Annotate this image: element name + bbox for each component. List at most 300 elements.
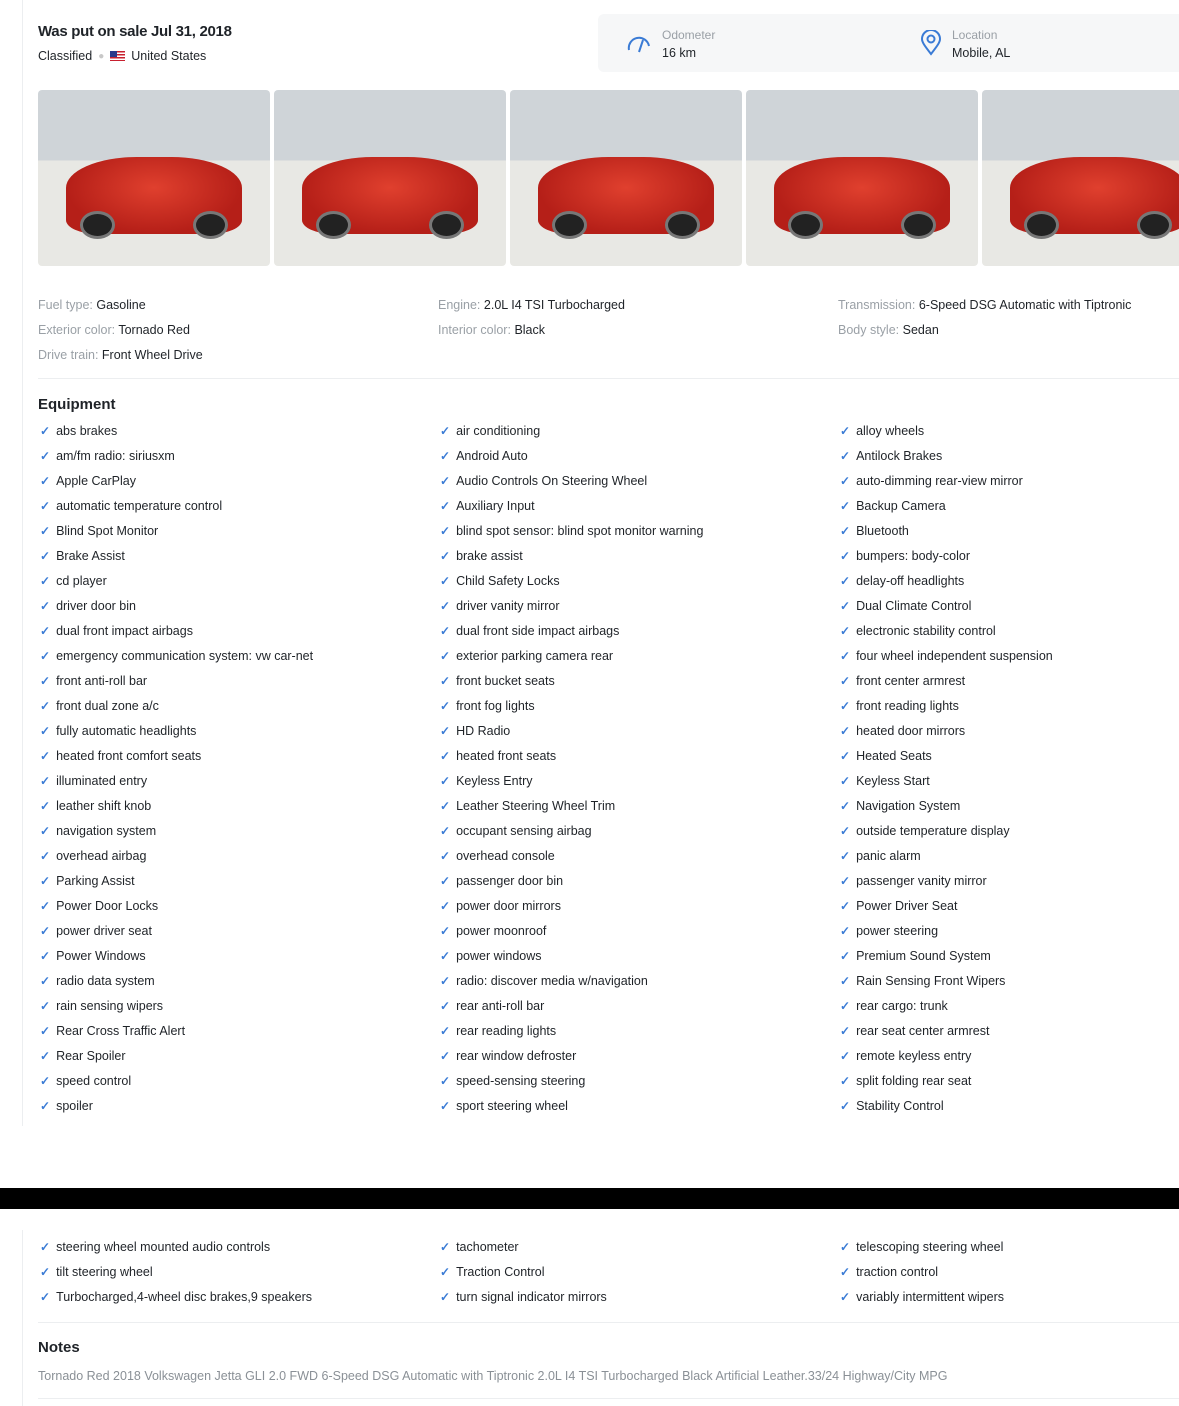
equipment-item bbox=[40, 1049, 126, 1063]
check-icon: ✓ bbox=[40, 849, 51, 863]
check-icon: ✓ bbox=[440, 799, 451, 813]
equipment-label: occupant sensing airbag bbox=[456, 824, 592, 838]
equipment-label: front reading lights bbox=[856, 699, 959, 713]
check-icon: ✓ bbox=[840, 999, 851, 1013]
equipment-label: tilt steering wheel bbox=[56, 1265, 153, 1279]
equipment-label: leather shift knob bbox=[56, 799, 152, 813]
equipment-item bbox=[440, 1049, 576, 1063]
spec-item bbox=[838, 323, 939, 337]
equipment-label: navigation system bbox=[56, 824, 157, 838]
check-icon: ✓ bbox=[440, 874, 451, 888]
equipment-item bbox=[440, 549, 523, 563]
equipment-item bbox=[40, 924, 152, 938]
equipment-item bbox=[440, 1240, 519, 1254]
equipment-label: automatic temperature control bbox=[56, 499, 223, 513]
check-icon: ✓ bbox=[440, 1024, 451, 1038]
equipment-item bbox=[840, 649, 1053, 663]
notes-text: Tornado Red 2018 Volkswagen Jetta GLI 2.0 FWD 6-Speed DSG Automatic with Tiptronic 2.0L I4 TSI Turbocharged Black Artificial Leather.33/24 Highway/City MPG bbox=[38, 1369, 948, 1383]
check-icon: ✓ bbox=[40, 749, 51, 763]
photo-car-rear-left[interactable] bbox=[746, 90, 978, 266]
separator-dot: ● bbox=[98, 50, 105, 62]
equipment-label: Blind Spot Monitor bbox=[56, 524, 159, 538]
equipment-item bbox=[440, 924, 546, 938]
equipment-item bbox=[40, 624, 193, 638]
check-icon: ✓ bbox=[840, 749, 851, 763]
listing-type: Classified bbox=[38, 49, 93, 63]
equipment-label: air conditioning bbox=[456, 424, 541, 438]
equipment-item bbox=[840, 699, 959, 713]
equipment-label: Keyless Start bbox=[856, 774, 930, 788]
equipment-item bbox=[440, 599, 560, 613]
equipment-label: rear anti-roll bar bbox=[456, 999, 545, 1013]
check-icon: ✓ bbox=[840, 1049, 851, 1063]
car-shape bbox=[1010, 157, 1179, 234]
equipment-item bbox=[440, 699, 535, 713]
spec-item bbox=[438, 298, 625, 312]
equipment-label: driver door bin bbox=[56, 599, 136, 613]
equipment-label: heated front seats bbox=[456, 749, 557, 763]
equipment-label: blind spot sensor: blind spot monitor warning bbox=[456, 524, 704, 538]
check-icon: ✓ bbox=[840, 924, 851, 938]
equipment-item bbox=[440, 724, 510, 738]
equipment-label: power steering bbox=[856, 924, 939, 938]
equipment-label: Apple CarPlay bbox=[56, 474, 136, 488]
spec-label: Transmission: bbox=[838, 298, 916, 312]
check-icon: ✓ bbox=[840, 1099, 851, 1113]
card-border bbox=[22, 1230, 23, 1406]
equipment-label: Brake Assist bbox=[56, 549, 125, 563]
equipment-item bbox=[40, 899, 158, 913]
check-icon: ✓ bbox=[40, 1290, 51, 1304]
equipment-item bbox=[840, 499, 946, 513]
equipment-item bbox=[840, 799, 960, 813]
check-icon: ✓ bbox=[40, 474, 51, 488]
check-icon: ✓ bbox=[440, 1099, 451, 1113]
check-icon: ✓ bbox=[40, 574, 51, 588]
check-icon: ✓ bbox=[840, 874, 851, 888]
equipment-label: speed-sensing steering bbox=[456, 1074, 586, 1088]
equipment-label: tachometer bbox=[456, 1240, 519, 1254]
equipment-label: steering wheel mounted audio controls bbox=[56, 1240, 271, 1254]
equipment-item bbox=[440, 674, 555, 688]
check-icon: ✓ bbox=[40, 999, 51, 1013]
equipment-label: front anti-roll bar bbox=[56, 674, 148, 688]
equipment-item bbox=[40, 799, 151, 813]
check-icon: ✓ bbox=[440, 424, 451, 438]
equipment-item bbox=[840, 874, 987, 888]
check-icon: ✓ bbox=[40, 1074, 51, 1088]
spec-label: Engine: bbox=[438, 298, 481, 312]
equipment-label: Leather Steering Wheel Trim bbox=[456, 799, 616, 813]
check-icon: ✓ bbox=[840, 1240, 851, 1254]
check-icon: ✓ bbox=[40, 1240, 51, 1254]
photo-car-side[interactable] bbox=[510, 90, 742, 266]
equipment-item bbox=[840, 1240, 1003, 1254]
equipment-item bbox=[840, 849, 921, 863]
equipment-item bbox=[840, 774, 930, 788]
divider bbox=[38, 378, 1179, 379]
check-icon: ✓ bbox=[440, 749, 451, 763]
check-icon: ✓ bbox=[840, 1074, 851, 1088]
equipment-item bbox=[40, 649, 313, 663]
equipment-item bbox=[440, 824, 592, 838]
check-icon: ✓ bbox=[440, 974, 451, 988]
check-icon: ✓ bbox=[440, 524, 451, 538]
equipment-item bbox=[440, 424, 540, 438]
check-icon: ✓ bbox=[440, 474, 451, 488]
equipment-label: overhead console bbox=[456, 849, 555, 863]
equipment-item bbox=[840, 1074, 971, 1088]
equipment-label: Child Safety Locks bbox=[456, 574, 560, 588]
equipment-item bbox=[840, 474, 1023, 488]
check-icon: ✓ bbox=[440, 1290, 451, 1304]
equipment-item bbox=[40, 474, 136, 488]
spec-item bbox=[38, 348, 203, 362]
equipment-label: am/fm radio: siriusxm bbox=[56, 449, 175, 463]
car-shape bbox=[538, 157, 714, 234]
equipment-item bbox=[440, 874, 563, 888]
equipment-item bbox=[40, 549, 125, 563]
equipment-label: Power Door Locks bbox=[56, 899, 159, 913]
equipment-label: auto-dimming rear-view mirror bbox=[856, 474, 1023, 488]
equipment-label: brake assist bbox=[456, 549, 523, 563]
equipment-label: rain sensing wipers bbox=[56, 999, 164, 1013]
equipment-label: Bluetooth bbox=[856, 524, 909, 538]
divider bbox=[38, 1322, 1179, 1323]
check-icon: ✓ bbox=[840, 899, 851, 913]
equipment-label: emergency communication system: vw car-net bbox=[56, 649, 314, 663]
equipment-label: dual front side impact airbags bbox=[456, 624, 620, 638]
car-shape bbox=[302, 157, 478, 234]
check-icon: ✓ bbox=[40, 1024, 51, 1038]
equipment-label: Keyless Entry bbox=[456, 774, 533, 788]
equipment-label: Traction Control bbox=[456, 1265, 545, 1279]
wheel bbox=[1024, 211, 1059, 239]
equipment-label: Audio Controls On Steering Wheel bbox=[456, 474, 648, 488]
equipment-label: dual front impact airbags bbox=[56, 624, 193, 638]
equipment-label: power windows bbox=[456, 949, 542, 963]
equipment-label: Dual Climate Control bbox=[856, 599, 972, 613]
equipment-label: fully automatic headlights bbox=[56, 724, 197, 738]
check-icon: ✓ bbox=[40, 699, 51, 713]
check-icon: ✓ bbox=[40, 499, 51, 513]
equipment-item bbox=[440, 1265, 545, 1279]
equipment-item bbox=[40, 699, 159, 713]
check-icon: ✓ bbox=[840, 724, 851, 738]
equipment-label: radio data system bbox=[56, 974, 155, 988]
check-icon: ✓ bbox=[840, 849, 851, 863]
equipment-label: power moonroof bbox=[456, 924, 547, 938]
check-icon: ✓ bbox=[40, 1265, 51, 1279]
equipment-label: rear cargo: trunk bbox=[856, 999, 948, 1013]
check-icon: ✓ bbox=[440, 624, 451, 638]
check-icon: ✓ bbox=[40, 949, 51, 963]
equipment-item bbox=[440, 649, 613, 663]
spec-label: Exterior color: bbox=[38, 323, 116, 337]
equipment-item bbox=[840, 949, 991, 963]
photo-gallery bbox=[38, 90, 1179, 266]
equipment-item bbox=[40, 774, 147, 788]
equipment-item bbox=[440, 949, 542, 963]
equipment-item bbox=[40, 874, 135, 888]
equipment-label: Power Driver Seat bbox=[856, 899, 958, 913]
equipment-label: abs brakes bbox=[56, 424, 118, 438]
location-label: Location bbox=[952, 28, 998, 42]
equipment-item bbox=[840, 899, 958, 913]
check-icon: ✓ bbox=[840, 599, 851, 613]
equipment-label: electronic stability control bbox=[856, 624, 996, 638]
check-icon: ✓ bbox=[40, 1099, 51, 1113]
spec-item bbox=[838, 298, 1131, 312]
equipment-item bbox=[40, 1240, 270, 1254]
equipment-label: front dual zone a/c bbox=[56, 699, 159, 713]
spec-label: Body style: bbox=[838, 323, 900, 337]
equipment-item bbox=[440, 1290, 607, 1304]
check-icon: ✓ bbox=[440, 949, 451, 963]
check-icon: ✓ bbox=[40, 549, 51, 563]
spec-value: Sedan bbox=[902, 323, 939, 337]
equipment-item bbox=[440, 524, 703, 538]
equipment-item bbox=[40, 599, 136, 613]
equipment-item bbox=[440, 899, 561, 913]
listing-title: Was put on sale Jul 31, 2018 bbox=[38, 23, 232, 40]
equipment-label: Stability Control bbox=[856, 1099, 944, 1113]
check-icon: ✓ bbox=[40, 724, 51, 738]
equipment-item bbox=[440, 974, 648, 988]
wheel bbox=[193, 211, 228, 239]
location-pin-icon bbox=[920, 30, 942, 56]
check-icon: ✓ bbox=[840, 774, 851, 788]
equipment-label: split folding rear seat bbox=[856, 1074, 972, 1088]
check-icon: ✓ bbox=[440, 674, 451, 688]
check-icon: ✓ bbox=[40, 599, 51, 613]
equipment-item bbox=[440, 1099, 568, 1113]
check-icon: ✓ bbox=[840, 699, 851, 713]
spec-label: Drive train: bbox=[38, 348, 99, 362]
equipment-item bbox=[40, 1074, 131, 1088]
check-icon: ✓ bbox=[840, 574, 851, 588]
check-icon: ✓ bbox=[440, 849, 451, 863]
spec-value: Front Wheel Drive bbox=[101, 348, 203, 362]
equipment-item bbox=[840, 999, 948, 1013]
check-icon: ✓ bbox=[40, 799, 51, 813]
equipment-label: front bucket seats bbox=[456, 674, 555, 688]
photo-car-rear[interactable] bbox=[982, 90, 1179, 266]
divider bbox=[38, 1398, 1179, 1399]
wheel bbox=[80, 211, 115, 239]
location-value: Mobile, AL bbox=[952, 46, 1011, 60]
spec-value: Tornado Red bbox=[118, 323, 190, 337]
equipment-item bbox=[40, 974, 155, 988]
check-icon: ✓ bbox=[40, 824, 51, 838]
equipment-item bbox=[840, 1024, 989, 1038]
check-icon: ✓ bbox=[840, 799, 851, 813]
check-icon: ✓ bbox=[840, 524, 851, 538]
equipment-item bbox=[440, 449, 528, 463]
location-stat bbox=[920, 28, 1010, 60]
listing-country: United States bbox=[131, 49, 207, 63]
spec-item bbox=[38, 298, 146, 312]
odometer-value: 16 km bbox=[662, 46, 697, 60]
equipment-item bbox=[40, 449, 175, 463]
equipment-label: Android Auto bbox=[456, 449, 528, 463]
equipment-label: overhead airbag bbox=[56, 849, 147, 863]
equipment-item bbox=[840, 549, 970, 563]
check-icon: ✓ bbox=[840, 1024, 851, 1038]
check-icon: ✓ bbox=[40, 449, 51, 463]
equipment-label: speed control bbox=[56, 1074, 132, 1088]
check-icon: ✓ bbox=[840, 674, 851, 688]
equipment-item bbox=[40, 749, 201, 763]
check-icon: ✓ bbox=[440, 649, 451, 663]
equipment-label: radio: discover media w/navigation bbox=[456, 974, 648, 988]
check-icon: ✓ bbox=[40, 624, 51, 638]
check-icon: ✓ bbox=[840, 549, 851, 563]
equipment-label: turn signal indicator mirrors bbox=[456, 1290, 607, 1304]
spec-label: Interior color: bbox=[438, 323, 511, 337]
equipment-item bbox=[840, 1049, 971, 1063]
check-icon: ✓ bbox=[840, 474, 851, 488]
photo-car-front[interactable] bbox=[274, 90, 506, 266]
check-icon: ✓ bbox=[440, 549, 451, 563]
check-icon: ✓ bbox=[40, 649, 51, 663]
equipment-label: power door mirrors bbox=[456, 899, 561, 913]
wheel bbox=[429, 211, 464, 239]
equipment-item bbox=[440, 474, 647, 488]
equipment-label: bumpers: body-color bbox=[856, 549, 971, 563]
equipment-label: illuminated entry bbox=[56, 774, 148, 788]
check-icon: ✓ bbox=[440, 574, 451, 588]
check-icon: ✓ bbox=[440, 924, 451, 938]
photo-car-front-left[interactable] bbox=[38, 90, 270, 266]
equipment-label: HD Radio bbox=[456, 724, 511, 738]
equipment-item bbox=[40, 724, 196, 738]
wheel bbox=[1137, 211, 1172, 239]
equipment-label: Backup Camera bbox=[856, 499, 946, 513]
equipment-item bbox=[840, 1099, 944, 1113]
equipment-label: variably intermittent wipers bbox=[856, 1290, 1005, 1304]
equipment-label: passenger vanity mirror bbox=[856, 874, 987, 888]
spec-label: Fuel type: bbox=[38, 298, 93, 312]
wheel bbox=[901, 211, 936, 239]
check-icon: ✓ bbox=[840, 624, 851, 638]
car-shape bbox=[774, 157, 950, 234]
equipment-item bbox=[40, 1099, 93, 1113]
check-icon: ✓ bbox=[840, 949, 851, 963]
check-icon: ✓ bbox=[40, 774, 51, 788]
equipment-label: remote keyless entry bbox=[856, 1049, 972, 1063]
odometer-stat bbox=[626, 28, 715, 60]
equipment-label: Parking Assist bbox=[56, 874, 135, 888]
check-icon: ✓ bbox=[440, 1265, 451, 1279]
wheel bbox=[552, 211, 587, 239]
check-icon: ✓ bbox=[440, 499, 451, 513]
equipment-item bbox=[40, 849, 146, 863]
equipment-item bbox=[440, 849, 555, 863]
equipment-item bbox=[40, 999, 163, 1013]
check-icon: ✓ bbox=[440, 899, 451, 913]
equipment-label: spoiler bbox=[56, 1099, 93, 1113]
equipment-item bbox=[440, 499, 535, 513]
check-icon: ✓ bbox=[40, 1049, 51, 1063]
equipment-item bbox=[40, 424, 117, 438]
equipment-item bbox=[40, 949, 146, 963]
check-icon: ✓ bbox=[440, 724, 451, 738]
black-bar bbox=[0, 1188, 1179, 1209]
check-icon: ✓ bbox=[840, 499, 851, 513]
equipment-item bbox=[440, 749, 556, 763]
check-icon: ✓ bbox=[440, 1240, 451, 1254]
check-icon: ✓ bbox=[40, 974, 51, 988]
check-icon: ✓ bbox=[440, 999, 451, 1013]
check-icon: ✓ bbox=[840, 974, 851, 988]
equipment-item bbox=[440, 1074, 585, 1088]
spec-value: 6-Speed DSG Automatic with Tiptronic bbox=[918, 298, 1132, 312]
equipment-item bbox=[440, 624, 619, 638]
spec-item bbox=[38, 323, 190, 337]
equipment-item bbox=[440, 774, 532, 788]
equipment-label: panic alarm bbox=[856, 849, 921, 863]
equipment-label: passenger door bin bbox=[456, 874, 564, 888]
check-icon: ✓ bbox=[840, 449, 851, 463]
check-icon: ✓ bbox=[840, 1265, 851, 1279]
equipment-label: rear window defroster bbox=[456, 1049, 577, 1063]
check-icon: ✓ bbox=[40, 899, 51, 913]
check-icon: ✓ bbox=[440, 449, 451, 463]
check-icon: ✓ bbox=[840, 649, 851, 663]
us-flag-icon bbox=[110, 51, 125, 61]
equipment-item bbox=[440, 999, 544, 1013]
check-icon: ✓ bbox=[40, 924, 51, 938]
check-icon: ✓ bbox=[440, 1074, 451, 1088]
equipment-item bbox=[840, 674, 965, 688]
equipment-label: cd player bbox=[56, 574, 107, 588]
equipment-item bbox=[840, 1265, 938, 1279]
equipment-label: traction control bbox=[856, 1265, 939, 1279]
equipment-item bbox=[440, 574, 560, 588]
stats-panel bbox=[598, 14, 1179, 72]
wheel bbox=[788, 211, 823, 239]
equipment-label: driver vanity mirror bbox=[456, 599, 560, 613]
equipment-item bbox=[40, 1290, 312, 1304]
check-icon: ✓ bbox=[840, 824, 851, 838]
equipment-label: Rear Spoiler bbox=[56, 1049, 126, 1063]
equipment-item bbox=[840, 424, 924, 438]
equipment-item bbox=[840, 824, 1010, 838]
equipment-item bbox=[840, 624, 996, 638]
equipment-item bbox=[40, 1024, 185, 1038]
check-icon: ✓ bbox=[40, 524, 51, 538]
card-border bbox=[22, 0, 23, 1126]
equipment-item bbox=[40, 524, 158, 538]
equipment-item bbox=[40, 1265, 153, 1279]
spec-item bbox=[438, 323, 545, 337]
equipment-label: Navigation System bbox=[856, 799, 961, 813]
equipment-label: front center armrest bbox=[856, 674, 966, 688]
check-icon: ✓ bbox=[440, 699, 451, 713]
equipment-item bbox=[440, 799, 615, 813]
equipment-item bbox=[840, 924, 938, 938]
equipment-item bbox=[840, 524, 909, 538]
equipment-label: Power Windows bbox=[56, 949, 146, 963]
equipment-label: Rain Sensing Front Wipers bbox=[856, 974, 1006, 988]
equipment-item bbox=[840, 724, 965, 738]
check-icon: ✓ bbox=[840, 1290, 851, 1304]
equipment-label: Premium Sound System bbox=[856, 949, 991, 963]
wheel bbox=[665, 211, 700, 239]
equipment-title: Equipment bbox=[38, 396, 116, 413]
equipment-label: alloy wheels bbox=[856, 424, 925, 438]
